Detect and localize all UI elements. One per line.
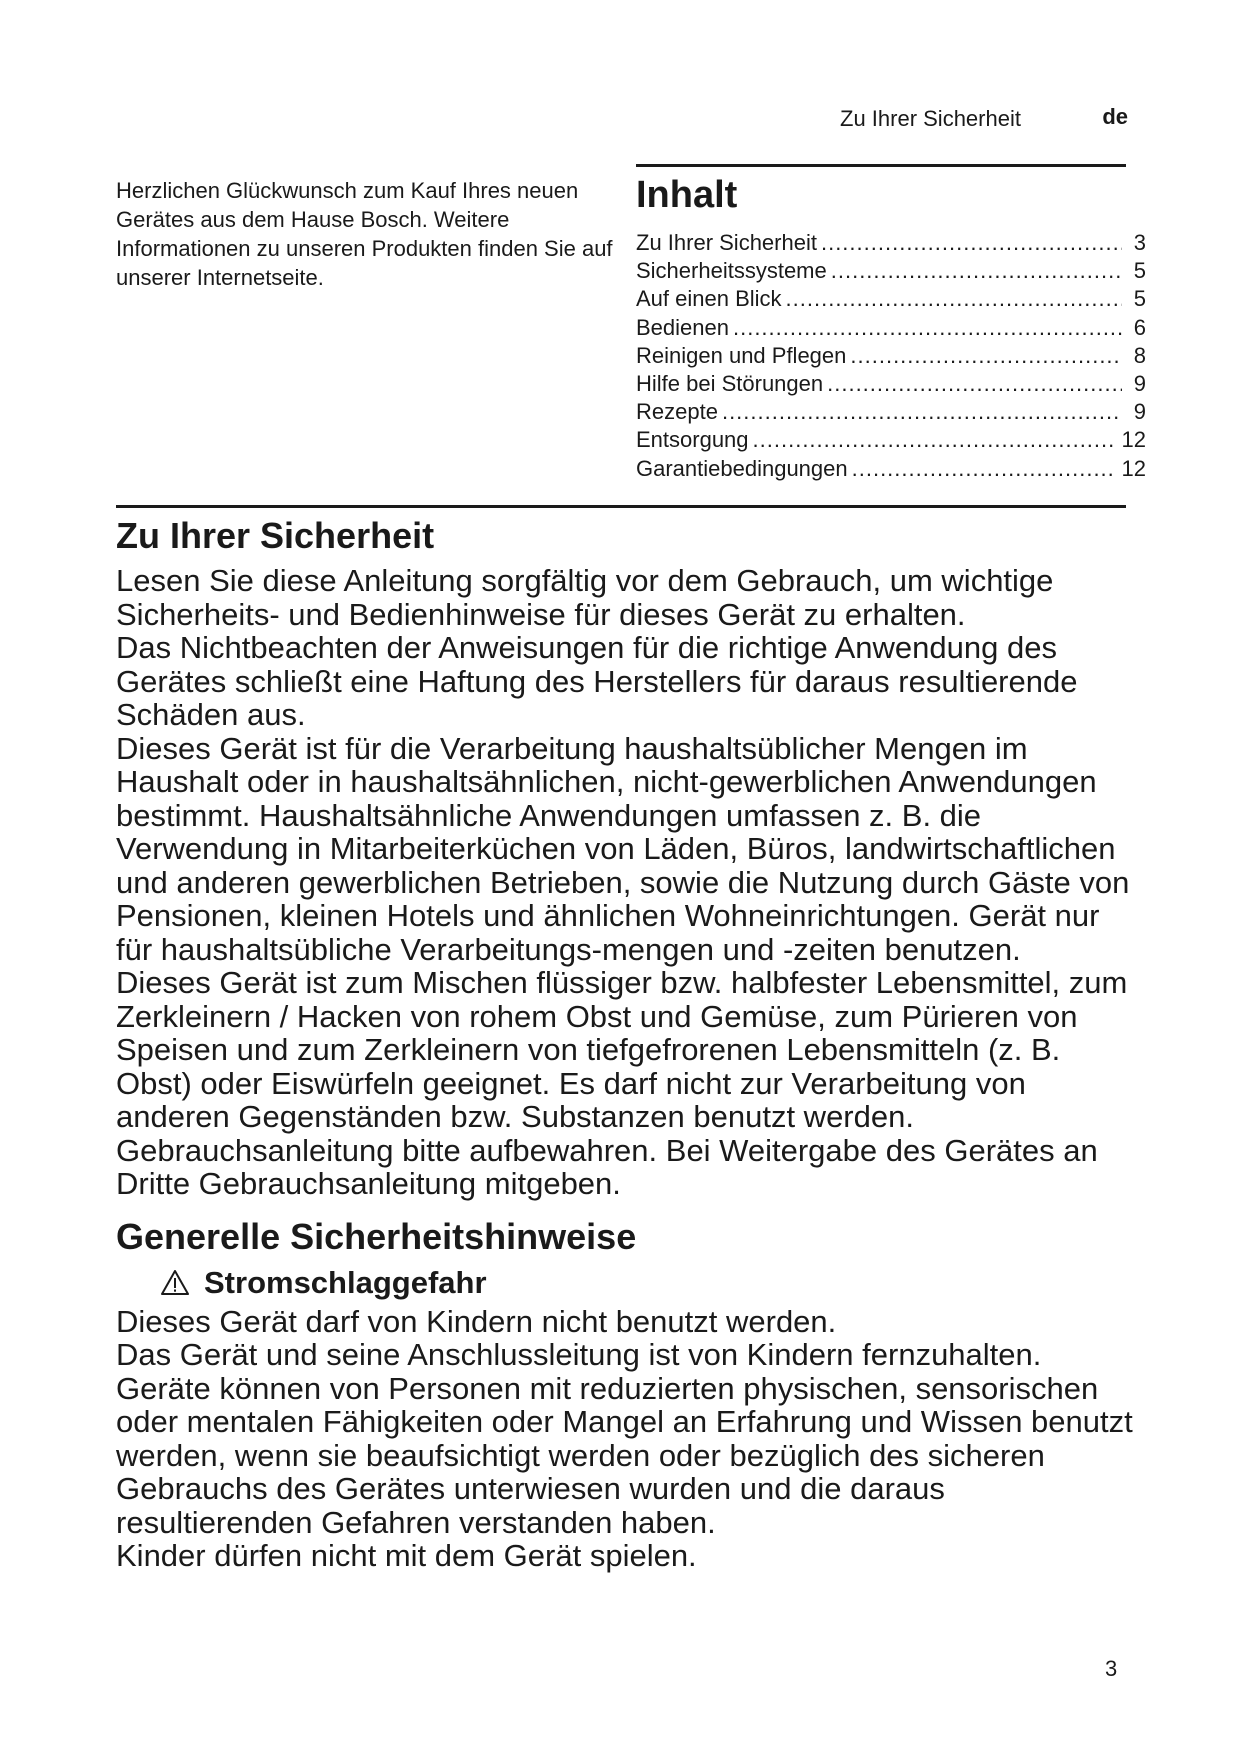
warning-title: Stromschlaggefahr — [204, 1264, 487, 1300]
toc-entry-label: Hilfe bei Störungen — [636, 370, 824, 396]
toc-leader-dots — [821, 230, 1122, 256]
section-paragraph: Das Nichtbeachten der Anweisungen für die richtige Anwendung des Gerätes schließt eine Haftung des Herstellers für daraus resultierende Schäden aus. — [116, 630, 1078, 732]
toc-entry[interactable] — [636, 427, 1146, 455]
intro-text: Herzlichen Glückwunsch zum Kauf Ihres neuen Gerätes aus dem Hause Bosch. Weitere Informationen zu unseren Produkten finden Sie auf unserer Internetseite. — [116, 178, 613, 290]
toc-list — [636, 230, 1146, 484]
toc-entry-label: Rezepte — [636, 399, 718, 425]
toc-entry[interactable] — [636, 315, 1146, 343]
warning-heading — [160, 1263, 1136, 1303]
toc-entry-label: Reinigen und Pflegen — [636, 342, 847, 368]
toc-entry-page: 3 — [1133, 230, 1146, 255]
toc-entry-page: 12 — [1121, 455, 1146, 481]
section-paragraph: Lesen Sie diese Anleitung sorgfältig vor dem Gebrauch, um wichtige Sicherheits- und Bedienhinweise für dieses Gerät zu erhalten. — [116, 563, 1054, 632]
toc-entry-label: Entsorgung — [636, 427, 749, 453]
toc-entry-label: Bedienen — [636, 314, 729, 340]
safety-paragraph: Geräte können von Personen mit reduzierten physischen, sensorischen oder mentalen Fähigkeiten oder Mangel an Erfahrung und Wissen benutzt werden, wenn sie beaufsichtigt werden oder bezüglich des sicheren Gebrauchs des Gerätes unterwiesen wurden und die daraus resultierenden Gefahren verstanden haben. — [116, 1370, 1133, 1540]
toc-leader-dots — [827, 371, 1122, 397]
toc-entry-label: Zu Ihrer Sicherheit — [636, 230, 817, 255]
header-language-code: de — [1102, 104, 1128, 129]
toc-entry-page: 8 — [1133, 342, 1146, 368]
section-paragraph: Dieses Gerät ist für die Verarbeitung haushaltsüblicher Mengen im Haushalt oder in haushaltsähnlichen, nicht-gewerblichen Anwendungen bestimmt. Haushaltsähnliche Anwendungen umfassen z. B. die Verwendung in Mitarbeiterküchen von Läden, Büros, landwirtschaftlichen und anderen gewerblichen Betrieben, sowie die Nutzung durch Gäste von Pensionen, kleinen Hotels und ähnlichen Wohneinrichtungen. Gerät nur für haushaltsübliche Verarbeitungs-mengen und -zeiten benutzen. — [116, 730, 1130, 967]
toc-entry-page: 5 — [1133, 286, 1146, 312]
page-number: 3 — [1105, 1656, 1118, 1681]
header-section-title: Zu Ihrer Sicherheit — [840, 106, 1021, 131]
toc-entry[interactable] — [636, 456, 1146, 484]
toc-entry-page: 12 — [1121, 427, 1146, 453]
toc-leader-dots — [852, 456, 1114, 482]
safety-paragraph: Dieses Gerät darf von Kindern nicht benutzt werden. — [116, 1303, 837, 1339]
toc-entry[interactable] — [636, 399, 1146, 427]
toc-leader-dots — [733, 315, 1122, 341]
toc-entry-label: Sicherheitssysteme — [636, 258, 827, 284]
toc-entry[interactable] — [636, 371, 1146, 399]
toc-leader-dots — [850, 343, 1122, 369]
toc-entry-page: 5 — [1133, 258, 1146, 284]
section-rule — [116, 505, 1126, 508]
toc-entry[interactable] — [636, 258, 1146, 286]
toc-leader-dots — [786, 286, 1122, 312]
running-header — [840, 106, 1128, 136]
toc-entry[interactable] — [636, 230, 1146, 258]
main-content — [116, 514, 1136, 1573]
section-paragraph: Dieses Gerät ist zum Mischen flüssiger bzw. halbfester Lebensmittel, zum Zerkleinern / Hacken von rohem Obst und Gemüse, zum Pürieren von Speisen und zum Zerkleinern von tiefgefrorenen Lebensmitteln (z. B. Obst) oder Eiswürfeln geeignet. Es darf nicht zur Verarbeitung von anderen Gegenständen bzw. Substanzen benutzt werden. — [116, 965, 1128, 1134]
toc-top-rule — [636, 164, 1126, 167]
warning-triangle-icon — [160, 1269, 190, 1296]
toc-title: Inhalt — [636, 174, 738, 216]
toc-leader-dots — [831, 258, 1122, 284]
toc-entry[interactable] — [636, 286, 1146, 314]
section-heading: Zu Ihrer Sicherheit — [116, 515, 435, 556]
section-paragraph: Gebrauchsanleitung bitte aufbewahren. Bei Weitergabe des Gerätes an Dritte Gebrauchsanleitung mitgeben. — [116, 1132, 1098, 1201]
safety-paragraph: Das Gerät und seine Anschlussleitung ist von Kindern fernzuhalten. — [116, 1337, 1042, 1372]
toc-entry-page: 6 — [1133, 314, 1146, 340]
toc-entry-page: 9 — [1133, 399, 1146, 425]
toc-entry-label: Garantiebedingungen — [636, 455, 848, 481]
safety-paragraph: Kinder dürfen nicht mit dem Gerät spielen. — [116, 1538, 697, 1573]
toc-entry-page: 9 — [1133, 370, 1146, 396]
subsection-heading: Generelle Sicherheitshinweise — [116, 1215, 637, 1257]
toc-entry[interactable] — [636, 343, 1146, 371]
toc-leader-dots — [722, 399, 1122, 425]
toc-leader-dots — [753, 427, 1114, 453]
toc-entry-label: Auf einen Blick — [636, 286, 782, 312]
